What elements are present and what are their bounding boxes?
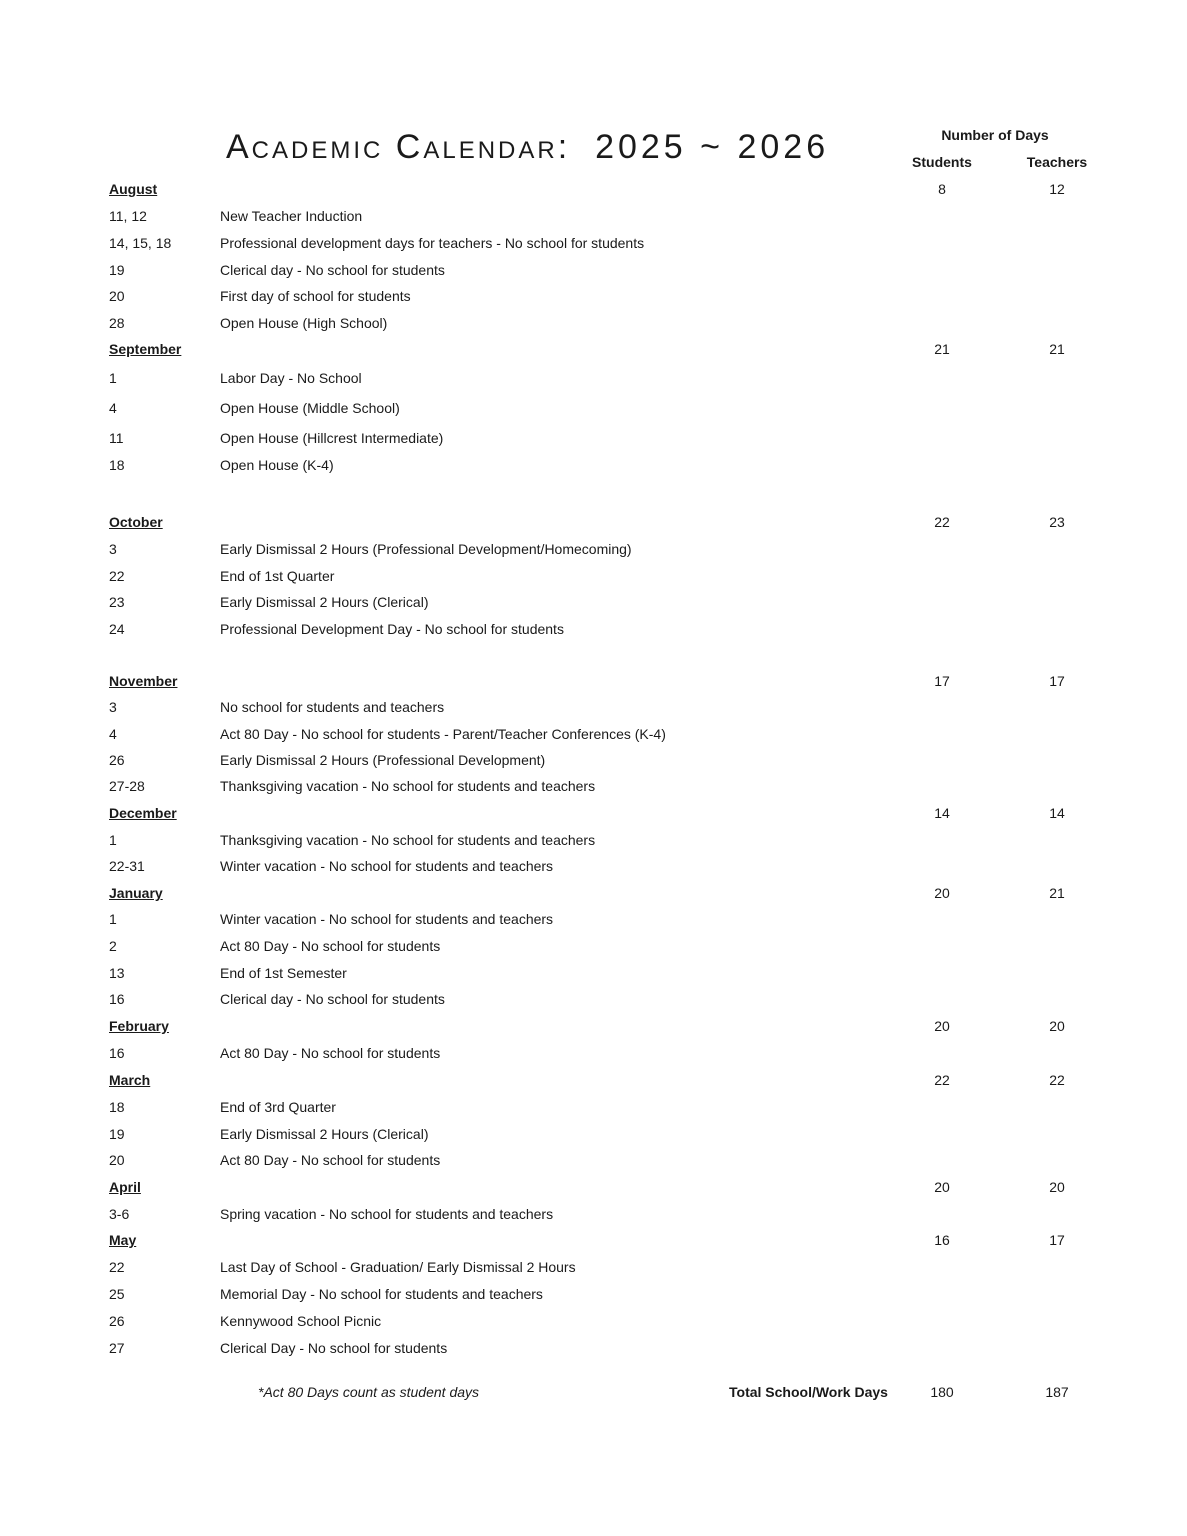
event-description: Memorial Day - No school for students and teachers <box>220 1286 543 1302</box>
event-date: 13 <box>109 965 125 981</box>
event-description: Early Dismissal 2 Hours (Clerical) <box>220 594 429 610</box>
event-row <box>0 858 1187 878</box>
month-row <box>0 805 1187 825</box>
event-description: Spring vacation - No school for students and teachers <box>220 1206 554 1222</box>
event-description: Clerical day - No school for students <box>220 991 445 1007</box>
event-description: Labor Day - No School <box>220 370 362 386</box>
month-name: September <box>109 341 182 357</box>
event-date: 3 <box>109 699 117 715</box>
event-description: Open House (Middle School) <box>220 400 400 416</box>
event-description: First day of school for students <box>220 288 411 304</box>
number-of-days-header: Number of Days <box>941 127 1049 143</box>
event-description: End of 3rd Quarter <box>220 1099 336 1115</box>
total-label: Total School/Work Days <box>729 1384 888 1400</box>
month-row <box>0 1018 1187 1038</box>
event-description: Open House (Hillcrest Intermediate) <box>220 430 444 446</box>
teachers-days: 21 <box>1049 341 1065 357</box>
month-row <box>0 1232 1187 1252</box>
month-name: April <box>109 1179 141 1195</box>
event-date: 28 <box>109 315 125 331</box>
event-description: Early Dismissal 2 Hours (Professional Development/Homecoming) <box>220 541 632 557</box>
students-days: 14 <box>934 805 950 821</box>
event-date: 11 <box>109 430 124 446</box>
event-row <box>0 541 1187 561</box>
event-description: End of 1st Quarter <box>220 568 335 584</box>
event-date: 14, 15, 18 <box>109 235 172 251</box>
title-years: 2025 ~ 2026 <box>595 128 830 166</box>
students-total: 180 <box>930 1384 954 1400</box>
event-date: 27-28 <box>109 778 145 794</box>
event-date: 1 <box>109 370 117 386</box>
event-description: Early Dismissal 2 Hours (Professional Development) <box>220 752 546 768</box>
event-row <box>0 1340 1187 1360</box>
teachers-days: 20 <box>1049 1179 1065 1195</box>
event-row <box>0 1099 1187 1119</box>
event-row <box>0 1286 1187 1306</box>
teachers-days: 21 <box>1049 885 1065 901</box>
title-text: Academic Calendar: <box>226 128 571 166</box>
event-description: Thanksgiving vacation - No school for students and teachers <box>220 832 596 848</box>
month-name: December <box>109 805 177 821</box>
event-row <box>0 370 1187 390</box>
students-days: 8 <box>938 181 946 197</box>
event-row <box>0 288 1187 308</box>
event-date: 16 <box>109 1045 125 1061</box>
event-description: Winter vacation - No school for students and teachers <box>220 858 554 874</box>
students-days: 22 <box>934 1072 950 1088</box>
event-row <box>0 778 1187 798</box>
event-date: 25 <box>109 1286 125 1302</box>
event-description: No school for students and teachers <box>220 699 445 715</box>
month-name: January <box>109 885 163 901</box>
event-row <box>0 699 1187 719</box>
event-row <box>0 832 1187 852</box>
teachers-days: 20 <box>1049 1018 1065 1034</box>
event-date: 4 <box>109 400 117 416</box>
event-date: 23 <box>109 594 125 610</box>
event-date: 24 <box>109 621 125 637</box>
event-date: 3-6 <box>109 1206 130 1222</box>
event-description: Open House (High School) <box>220 315 388 331</box>
event-row <box>0 1126 1187 1146</box>
event-date: 26 <box>109 1313 125 1329</box>
event-date: 4 <box>109 726 117 742</box>
month-row <box>0 341 1187 361</box>
event-description: Act 80 Day - No school for students <box>220 938 441 954</box>
event-row <box>0 457 1187 477</box>
totals-row <box>0 1384 1187 1404</box>
event-row <box>0 911 1187 931</box>
page-title <box>226 128 829 167</box>
teachers-days: 17 <box>1049 1232 1065 1248</box>
students-days: 21 <box>934 341 950 357</box>
month-row <box>0 1179 1187 1199</box>
event-row <box>0 568 1187 588</box>
event-row <box>0 235 1187 255</box>
teachers-days: 23 <box>1049 514 1065 530</box>
event-row <box>0 208 1187 228</box>
teachers-days: 22 <box>1049 1072 1065 1088</box>
event-date: 16 <box>109 991 125 1007</box>
month-row <box>0 885 1187 905</box>
event-description: Open House (K-4) <box>220 457 334 473</box>
event-description: Kennywood School Picnic <box>220 1313 382 1329</box>
event-description: Winter vacation - No school for students and teachers <box>220 911 554 927</box>
students-days: 16 <box>934 1232 950 1248</box>
month-row <box>0 1072 1187 1092</box>
month-name: October <box>109 514 163 530</box>
students-days: 20 <box>934 1179 950 1195</box>
teachers-days: 12 <box>1049 181 1065 197</box>
teachers-total: 187 <box>1045 1384 1069 1400</box>
event-row <box>0 726 1187 746</box>
event-date: 3 <box>109 541 117 557</box>
event-row <box>0 262 1187 282</box>
event-description: Act 80 Day - No school for students <box>220 1152 441 1168</box>
month-name: May <box>109 1232 137 1248</box>
event-row <box>0 430 1187 450</box>
event-row <box>0 315 1187 335</box>
month-row <box>0 514 1187 534</box>
month-name: November <box>109 673 178 689</box>
event-date: 11, 12 <box>109 208 147 224</box>
event-row <box>0 400 1187 420</box>
month-row <box>0 673 1187 693</box>
event-row <box>0 1259 1187 1279</box>
event-row <box>0 991 1187 1011</box>
event-date: 18 <box>109 1099 125 1115</box>
month-name: August <box>109 181 158 197</box>
event-row <box>0 621 1187 641</box>
act80-note: *Act 80 Days count as student days <box>258 1384 480 1400</box>
teachers-column-header: Teachers <box>1026 154 1088 170</box>
month-row <box>0 181 1187 201</box>
event-date: 22 <box>109 568 125 584</box>
event-description: Professional development days for teachers - No school for students <box>220 235 645 251</box>
event-description: Early Dismissal 2 Hours (Clerical) <box>220 1126 429 1142</box>
event-description: New Teacher Induction <box>220 208 363 224</box>
event-date: 18 <box>109 457 125 473</box>
month-name: February <box>109 1018 169 1034</box>
event-date: 1 <box>109 832 117 848</box>
students-days: 20 <box>934 1018 950 1034</box>
event-description: End of 1st Semester <box>220 965 347 981</box>
event-description: Professional Development Day - No school for students <box>220 621 564 637</box>
event-date: 20 <box>109 1152 125 1168</box>
event-row <box>0 1313 1187 1333</box>
event-row <box>0 938 1187 958</box>
event-date: 19 <box>109 262 125 278</box>
event-date: 27 <box>109 1340 125 1356</box>
students-days: 20 <box>934 885 950 901</box>
event-date: 19 <box>109 1126 125 1142</box>
event-row <box>0 1152 1187 1172</box>
students-days: 17 <box>934 673 950 689</box>
students-days: 22 <box>934 514 950 530</box>
event-date: 22-31 <box>109 858 145 874</box>
students-column-header: Students <box>912 154 972 170</box>
event-row <box>0 1206 1187 1226</box>
event-date: 26 <box>109 752 125 768</box>
teachers-days: 14 <box>1049 805 1065 821</box>
event-description: Act 80 Day - No school for students - Parent/Teacher Conferences (K-4) <box>220 726 666 742</box>
event-description: Act 80 Day - No school for students <box>220 1045 441 1061</box>
event-date: 1 <box>109 911 117 927</box>
event-description: Clerical Day - No school for students <box>220 1340 448 1356</box>
event-date: 2 <box>109 938 117 954</box>
month-name: March <box>109 1072 151 1088</box>
teachers-days: 17 <box>1049 673 1065 689</box>
event-row <box>0 752 1187 772</box>
event-row <box>0 594 1187 614</box>
event-description: Last Day of School - Graduation/ Early Dismissal 2 Hours <box>220 1259 576 1275</box>
event-description: Thanksgiving vacation - No school for students and teachers <box>220 778 596 794</box>
event-date: 22 <box>109 1259 125 1275</box>
event-date: 20 <box>109 288 125 304</box>
event-row <box>0 1045 1187 1065</box>
event-row <box>0 965 1187 985</box>
event-description: Clerical day - No school for students <box>220 262 445 278</box>
